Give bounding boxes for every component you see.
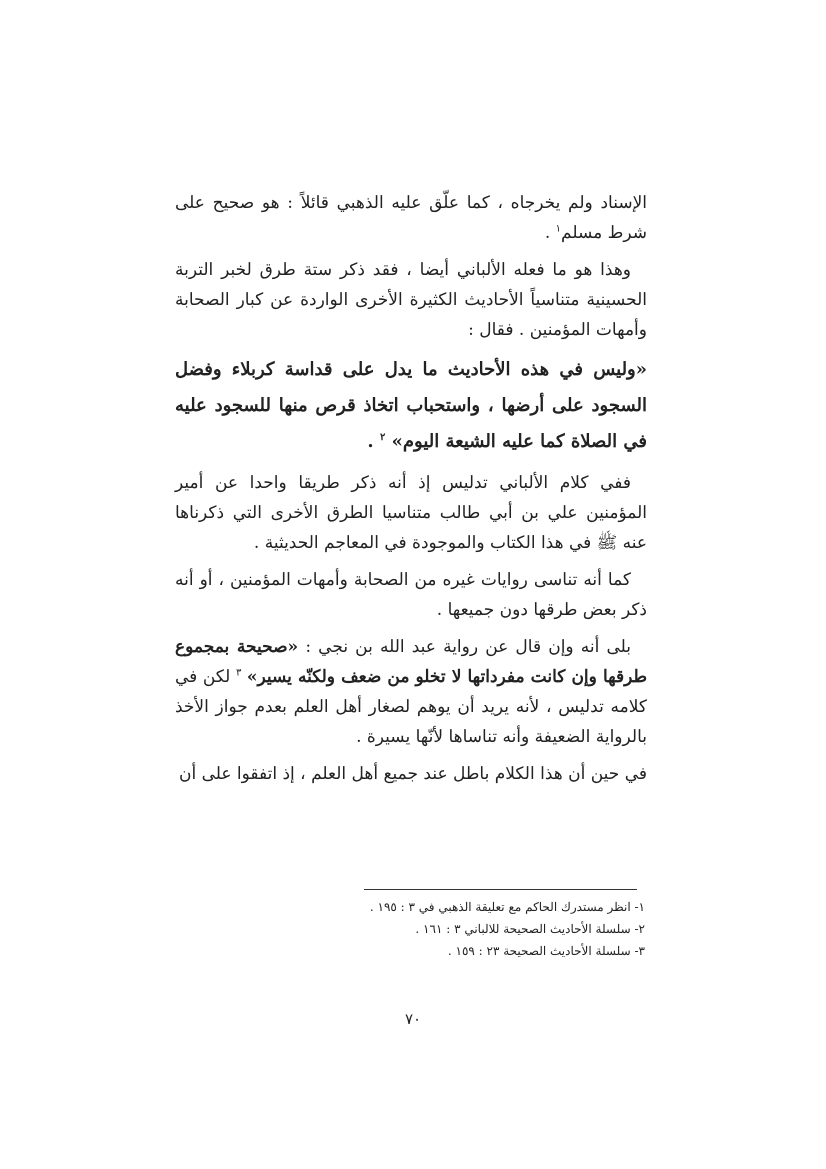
footnote-ref-3[interactable]: ٣ [235, 667, 242, 679]
paragraph-5-quote: «صحيحة بمجموع طرقها وإن كانت مفرداتها لا تخلو من ضعف ولكنّه يسير» [175, 637, 647, 687]
paragraph-5-start: بلى أنه وإن قال عن رواية عبد الله بن نجي : [298, 637, 631, 657]
quote-block [175, 352, 647, 460]
footnote-3: ٣- سلسلة الأحاديث الصحيحة ٢٣ : ١٥٩ . [447, 944, 645, 958]
page-number: ٧٠ [404, 1010, 422, 1028]
page-body [175, 188, 647, 796]
paragraph-1-end: . [544, 223, 556, 243]
footnotes [175, 896, 645, 962]
paragraph-2: وهذا هو ما فعله الألباني أيضا ، فقد ذكر ستة طرق لخبر التربة الحسينية متناسياً الأحاديث الكثيرة الأخرى الواردة عن كبار الصحابة وأمهات المؤمنين . فقال : [175, 260, 647, 340]
paragraph-5 [175, 632, 647, 752]
paragraph-5-end: لكن في كلامه تدليس ، لأنه يريد أن يوهم لصغار أهل العلم بعدم جواز الأخذ بالرواية الضعيفة وأنه تناساها لأنّها يسيرة . [175, 667, 647, 747]
footnote-divider [364, 889, 637, 890]
paragraph-1-text: الإسناد ولم يخرجاه ، كما علّق عليه الذهبي قائلاً : هو صحيح على شرط مسلم [175, 193, 647, 243]
footnote-ref-1[interactable]: ١ [555, 223, 562, 235]
footnote-2: ٢- سلسلة الأحاديث الصحيحة للالباني ٣ : ١٦١ . [415, 922, 645, 936]
paragraph-4: كما أنه تناسى روايات غيره من الصحابة وأمهات المؤمنين ، أو أنه ذكر بعض طرقها دون جميعها . [175, 570, 647, 620]
footnote-ref-2[interactable]: ٢ [379, 432, 386, 443]
paragraph-1 [175, 188, 647, 248]
paragraph-6: في حين أن هذا الكلام باطل عند جميع أهل العلم ، إذ اتفقوا على أن [178, 764, 647, 784]
footnote-1: ١- انظر مستدرك الحاكم مع تعليقة الذهبي في ٣ : ١٩٥ . [369, 900, 645, 914]
paragraph-3: ففي كلام الألباني تدليس إذ أنه ذكر طريقا واحدا عن أمير المؤمنين علي بن أبي طالب متناسيا الطرق الأخرى التي ذكرناها عنه ﷺ في هذا الكتاب والموجودة في المعاجم الحديثية . [175, 473, 647, 553]
quote-end: . [367, 431, 380, 452]
quote-text: «وليس في هذه الأحاديث ما يدل على قداسة كربلاء وفضل السجود على أرضها ، واستحباب اتخاذ قرص منها للسجود عليه في الصلاة كما عليه الشيعة اليوم» [175, 359, 647, 452]
